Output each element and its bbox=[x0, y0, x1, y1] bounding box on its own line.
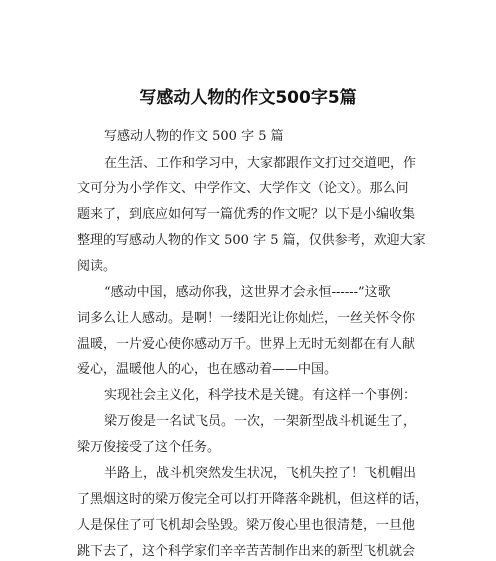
body-line: “感动中国，感动你我，这世界才会永恒------”这歌 bbox=[104, 285, 391, 300]
body-line: 题来了，到底应如何写一篇优秀的作文呢？以下是小编收集 bbox=[77, 207, 416, 222]
body-line: 爱心，温暖他人的心，也在感动着——中国。 bbox=[77, 362, 338, 377]
body-line: 温暖，一片爱心使你感动万千。世界上无时无刻都在有人献 bbox=[77, 337, 416, 352]
body-line: 在生活、工作和学习中，大家都跟作文打过交道吧，作 bbox=[104, 156, 417, 171]
body-line: 半路上，战斗机突然发生状况，飞机失控了！飞机帽出 bbox=[104, 466, 417, 481]
subtitle-line: 写感动人物的作文 500 字 5 篇 bbox=[104, 129, 284, 144]
body-line: 梁万俊接受了这个任务。 bbox=[77, 440, 221, 455]
body-line: 文可分为小学作文、中学作文、大学作文（论文）。那么问 bbox=[77, 181, 409, 196]
document-title: 写感动人物的作文500字5篇 bbox=[139, 88, 357, 108]
body-line: 词多么让人感动。是啊！一缕阳光让你灿烂，一丝关怀令你 bbox=[77, 311, 416, 326]
body-line: 人是保住了可飞机却会坠毁。梁万俊心里也很清楚，一旦他 bbox=[77, 518, 416, 533]
body-line: 整理的写感动人物的作文 500 字 5 篇，仅供参考，欢迎大家 bbox=[77, 233, 426, 248]
body-line: 梁万俊是一名试飞员。一次，一架新型战斗机诞生了， bbox=[104, 414, 417, 429]
body-line: 阅读。 bbox=[77, 259, 117, 274]
body-line: 了黑烟这时的梁万俊完全可以打开降落伞跳机，但这样的话， bbox=[77, 492, 429, 507]
body-line: 实现社会主义化，科学技术是关键。有这样一个事例： bbox=[104, 388, 417, 403]
body-line: 跳下去了，这个科学家们辛辛苦苦制作出来的新型飞机就会 bbox=[77, 544, 416, 559]
